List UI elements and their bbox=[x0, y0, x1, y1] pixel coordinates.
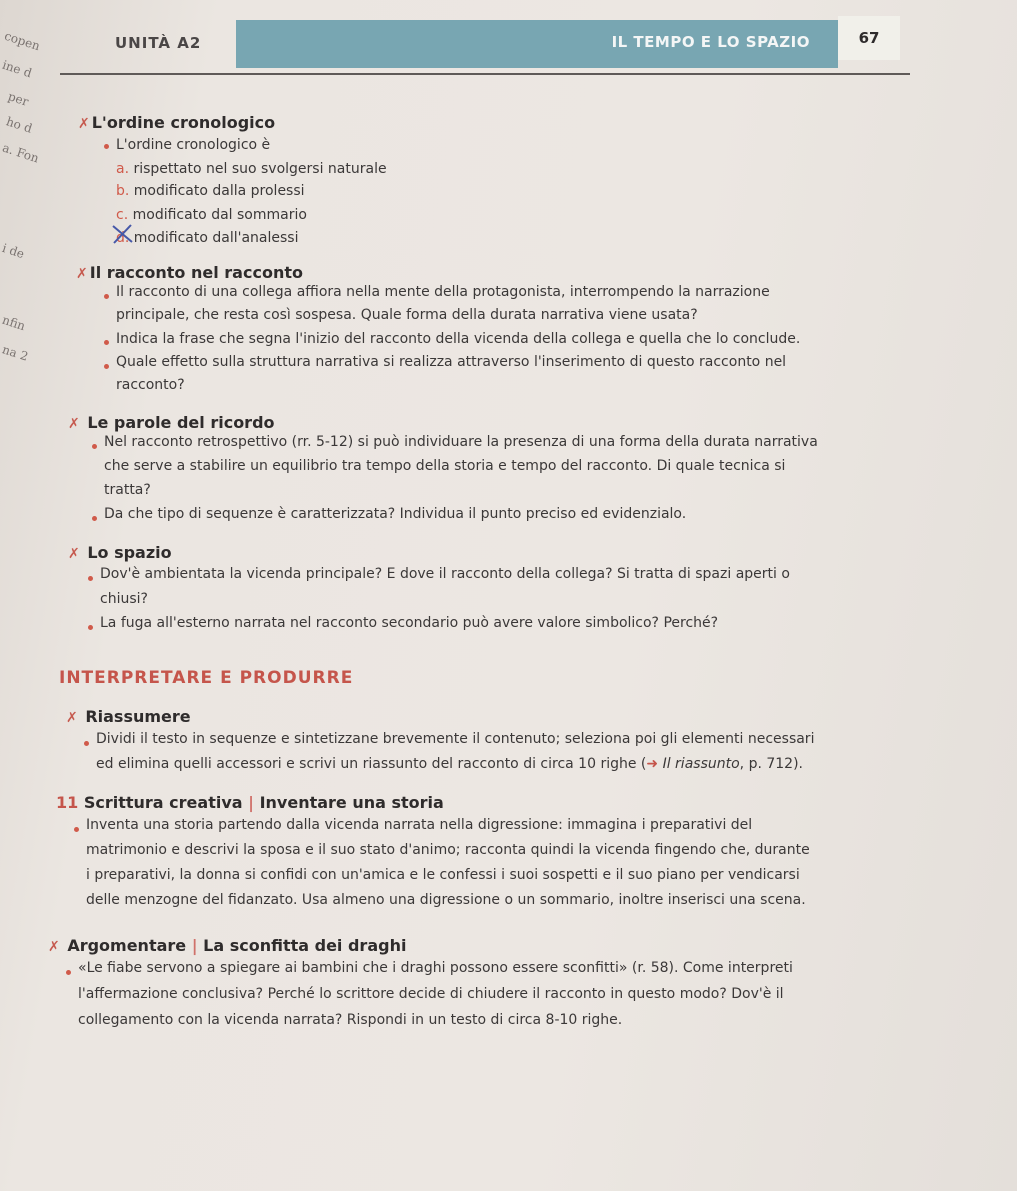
page-number: 67 bbox=[838, 16, 900, 60]
check-mark-icon: ✗ bbox=[68, 546, 80, 562]
racconto-title: ✗ Il racconto nel racconto bbox=[76, 263, 303, 282]
scrittura-line: i preparativi, la donna si confidi con un'amica e le confessi i suoi sospetti e il suo piano per vendicarsi bbox=[86, 867, 800, 883]
racconto-line: Indica la frase che segna l'inizio del racconto della vicenda della collega e quella che lo conclude. bbox=[116, 331, 801, 347]
option-a: a. rispettato nel suo svolgersi naturale bbox=[116, 161, 387, 177]
option-b: b. modificato dalla prolessi bbox=[116, 183, 305, 199]
option-d: d. modificato dall'analessi bbox=[116, 230, 299, 246]
bullet-icon bbox=[74, 827, 79, 832]
argomentare-line: «Le fiabe servono a spiegare ai bambini che i draghi possono essere sconfitti» (r. 58). Come interpreti bbox=[78, 960, 793, 976]
check-mark-icon: ✗ bbox=[66, 710, 78, 726]
option-c: c. modificato dal sommario bbox=[116, 207, 307, 223]
racconto-line: Il racconto di una collega affiora nella mente della protagonista, interrompendo la narrazione bbox=[116, 284, 770, 300]
margin-fragment: i de bbox=[0, 240, 27, 262]
scrittura-line: delle menzogne del fidanzato. Usa almeno una digressione o un sommario, inoltre inserisci una scena. bbox=[86, 892, 806, 908]
spazio-line: La fuga all'esterno narrata nel racconto secondario può avere valore simbolico? Perché? bbox=[100, 615, 719, 631]
margin-fragment: a. Fon bbox=[0, 140, 41, 166]
check-mark-icon: ✗ bbox=[78, 116, 90, 132]
header-rule bbox=[60, 73, 910, 75]
racconto-line: racconto? bbox=[116, 377, 185, 393]
argomentare-line: l'affermazione conclusiva? Perché lo scrittore decide di chiudere il racconto in questo modo? Dov'è il bbox=[78, 986, 784, 1002]
arrow-icon: ➜ bbox=[646, 756, 659, 772]
bullet-icon bbox=[88, 625, 93, 630]
margin-fragment: ho d bbox=[4, 114, 34, 136]
ordine-title: ✗ L'ordine cronologico bbox=[78, 113, 276, 132]
parole-line: tratta? bbox=[104, 482, 151, 498]
parole-line: che serve a stabilire un equilibrio tra tempo della storia e tempo del racconto. Di quale tecnica si bbox=[104, 458, 786, 474]
bullet-icon bbox=[88, 576, 93, 581]
bullet-icon bbox=[92, 444, 97, 449]
interpretare-heading: INTERPRETARE E PRODURRE bbox=[59, 668, 354, 688]
parole-title: ✗ Le parole del ricordo bbox=[68, 413, 275, 432]
bullet-icon bbox=[84, 741, 89, 746]
margin-fragment: nfin bbox=[0, 312, 28, 334]
racconto-line: Quale effetto sulla struttura narrativa si realizza attraverso l'inserimento di questo racconto nel bbox=[116, 354, 787, 370]
margin-fragment: ine d bbox=[0, 57, 34, 81]
bullet-icon bbox=[104, 364, 109, 369]
margin-fragment: na 2 bbox=[0, 342, 30, 364]
riassumere-line: Dividi il testo in sequenze e sintetizzane brevemente il contenuto; seleziona poi gli elementi necessari bbox=[96, 731, 815, 747]
parole-line: Nel racconto retrospettivo (rr. 5-12) si può individuare la presenza di una forma della durata narrativa bbox=[104, 434, 818, 450]
spazio-line: Dov'è ambientata la vicenda principale? E dove il racconto della collega? Si tratta di spazi aperti o bbox=[100, 566, 790, 582]
bullet-icon bbox=[104, 144, 109, 149]
unit-label: UNITÀ A2 bbox=[115, 34, 202, 52]
bullet-icon bbox=[92, 516, 97, 521]
spazio-line: chiusi? bbox=[100, 591, 148, 607]
pen-cross-icon bbox=[110, 222, 136, 246]
scrittura-title: 11 Scrittura creativa | Inventare una storia bbox=[56, 793, 444, 812]
spazio-title: ✗ Lo spazio bbox=[68, 543, 172, 562]
margin-fragment: per bbox=[6, 89, 31, 109]
margin-fragment: copen bbox=[2, 28, 42, 54]
parole-line: Da che tipo di sequenze è caratterizzata? Individua il punto preciso ed evidenzialo. bbox=[104, 506, 687, 522]
check-mark-icon: ✗ bbox=[68, 416, 80, 432]
riassumere-line: ed elimina quelli accessori e scrivi un riassunto del racconto di circa 10 righe (➜ Il riassunto, p. 712). bbox=[96, 756, 803, 772]
bullet-icon bbox=[104, 294, 109, 299]
bullet-icon bbox=[66, 970, 71, 975]
check-mark-icon: ✗ bbox=[48, 939, 60, 955]
ordine-question: L'ordine cronologico è bbox=[116, 137, 271, 153]
riassumere-title: ✗ Riassumere bbox=[66, 707, 191, 726]
racconto-line: principale, che resta così sospesa. Quale forma della durata narrativa viene usata? bbox=[116, 307, 698, 323]
header-band bbox=[236, 20, 838, 68]
argomentare-line: collegamento con la vicenda narrata? Rispondi in un testo di circa 8-10 righe. bbox=[78, 1012, 623, 1028]
argomentare-title: ✗ Argomentare | La sconfitta dei draghi bbox=[48, 936, 407, 955]
bullet-icon bbox=[104, 340, 109, 345]
check-mark-icon: ✗ bbox=[76, 266, 88, 282]
scrittura-line: Inventa una storia partendo dalla vicenda narrata nella digressione: immagina i preparativi del bbox=[86, 817, 753, 833]
scrittura-line: matrimonio e descrivi la sposa e il suo stato d'animo; racconta quindi la vicenda fingendo che, durante bbox=[86, 842, 810, 858]
section-title-header: IL TEMPO E LO SPAZIO bbox=[611, 33, 810, 51]
